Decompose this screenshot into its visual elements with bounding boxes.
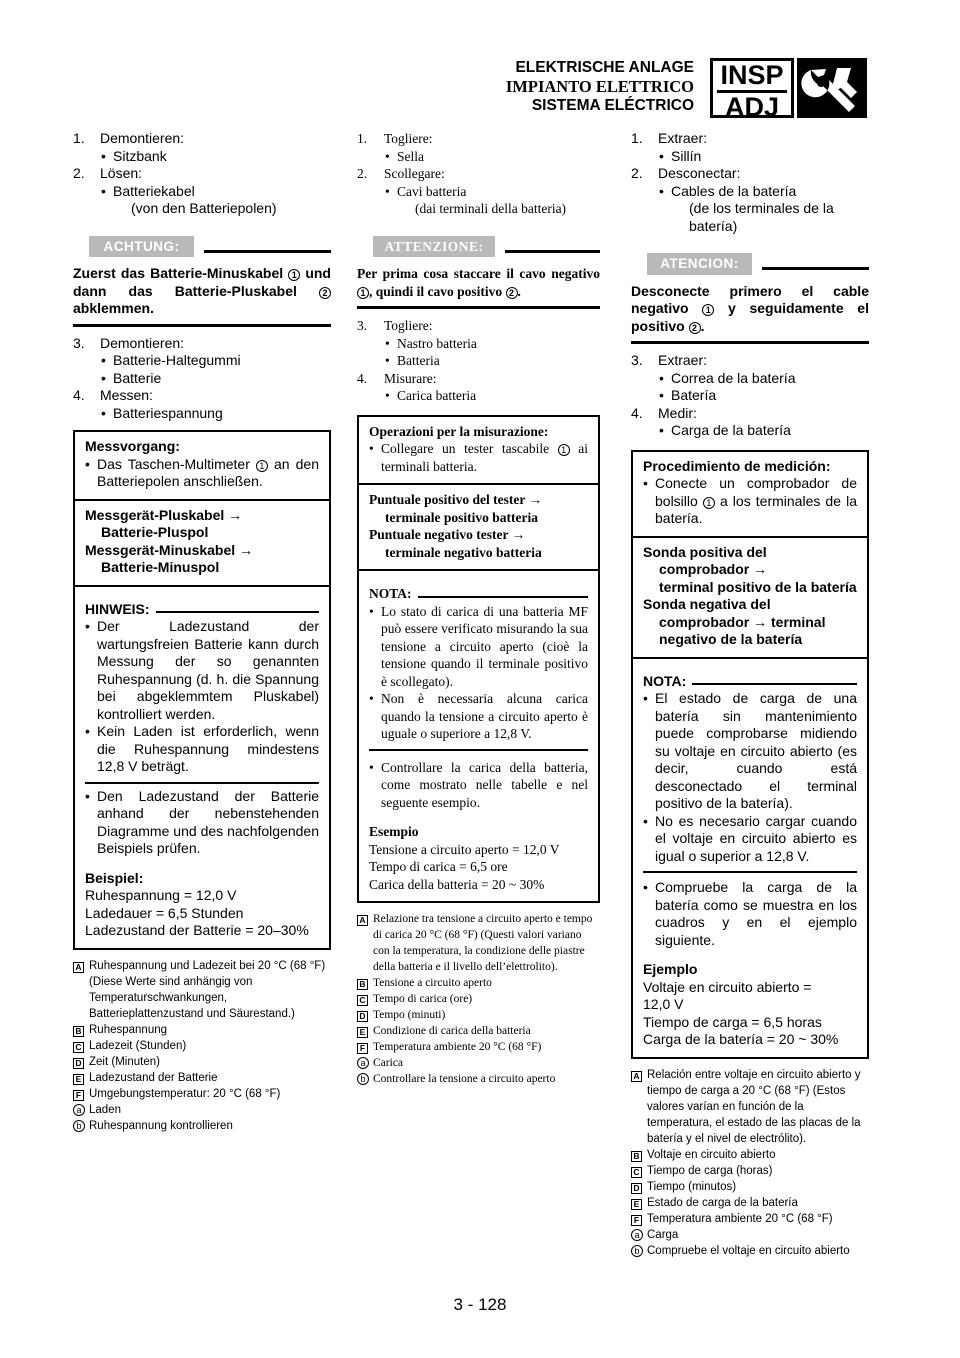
step-3-item: • Batterie <box>101 369 162 386</box>
step-4-item: • Batteriespannung <box>101 404 223 421</box>
note-block: NOTA: • El estado de carga de una batería sin mantenimiento puede comprobarse midiendo su voltaje en circuito abierto (es decir, cuando está desconectado el terminal positivo de la batería). • No es necesario cargar cuando el voltaje en circuito abierto es igual o superior a 12,8 V. • Compruebe la carga de la batería como se muestra en los cuadros y en el ejemplo siguiente. Ejemplo Voltaje en circuito abierto = 12,0 V Tiempo de carga = 6,5 horas Carga de la batería = 20 ~ 30% <box>643 672 857 1047</box>
wrench-tool-icon <box>797 58 867 118</box>
legend-marker: b <box>357 1073 369 1085</box>
step-2-subtext: (de los terminales de la batería) <box>689 200 834 234</box>
probe-connections: Sonda positiva del comprobador → terminal positivo de la batería Sonda negativa del comprobador → terminal negativo de la batería <box>633 538 867 659</box>
note-block: NOTA: • Lo stato di carica di una batteria MF può essere verificato misurando la sua tensione a circuito aperto (cioè la tensione quando il terminale positivo è scollegato). • Non è necessaria alcuna carica quando la tensione a circuito aperto è uguale o superiore a 12,8 V. • Controllare la carica della batteria, come mostrato nelle tabelle e nel seguente esempio. Esempio Tensione a circuito aperto = 12,0 V Tempo di carica = 6,5 ore Carica della batteria = 20 ~ 30% <box>369 586 588 892</box>
legend-item <box>73 1086 331 1102</box>
column-italian <box>357 130 600 1087</box>
probe-connections: Puntuale positivo del tester → terminale positivo batteria Puntuale negativo tester → terminale negativo batteria <box>359 485 598 571</box>
legend-marker: D <box>73 1058 84 1069</box>
legend-text: Ladezustand der Batterie <box>89 1071 218 1084</box>
legend-text: Relación entre voltaje en circuito abierto y tiempo de carga a 20 °C (68 °F) (Estos valores varían en función de la temperatura, el estado de las placas de la batería y el nivel de electrólito). <box>647 1068 861 1145</box>
legend-text: Zeit (Minuten) <box>89 1055 160 1068</box>
legend-item <box>357 1007 600 1023</box>
step-2-item: • Batteriekabel <box>101 182 195 199</box>
step-4: 4. Medir: <box>631 404 697 421</box>
caution-tag: ATENCION: <box>647 253 752 275</box>
legend-text: Compruebe el voltaje en circuito abierto <box>647 1244 850 1257</box>
section-title-it: IMPIANTO ELETTRICO <box>505 77 694 96</box>
step-1: 1. Togliere: <box>357 131 433 146</box>
step-2-item: • Cables de la batería <box>659 182 797 199</box>
caution-text: Per prima cosa staccare il cavo negativo 1 , quindi il cavo positivo 2 . <box>357 265 600 309</box>
legend-text: Ladezeit (Stunden) <box>89 1039 187 1052</box>
caution-block <box>73 236 331 327</box>
legend-marker: C <box>357 995 368 1006</box>
legend-list <box>357 911 600 1087</box>
legend-marker: D <box>357 1011 368 1022</box>
section-title-es: SISTEMA ELÉCTRICO <box>531 97 694 114</box>
note-block: HINWEIS: • Der Ladezustand der wartungsfreien Batterie kann durch Messung der so genannten Ruhespannung (d. h. die Spannung bei abgeklemmtem Pluskabel) kontrolliert werden. • Kein Laden ist erforderlich, wenn die Ruhespannung mindestens 12,8 V beträgt. • Den Ladezustand der Batterie anhand der nebenstehenden Diagramme und des nachfolgenden Beispiels prüfen. Beispiel: Ruhespannung = 12,0 V Ladedauer = 6,5 Stunden Ladezustand der Batterie = 20–30% <box>85 600 319 938</box>
legend-item <box>357 1055 600 1071</box>
step-3-item: • Batería <box>659 387 717 403</box>
legend-text: Ruhespannung <box>89 1023 168 1036</box>
legend-marker: C <box>631 1167 642 1178</box>
legend-item <box>631 1243 869 1259</box>
step-2: 2. Lösen: <box>73 165 143 181</box>
step-4-item: • Carga de la batería <box>659 422 791 438</box>
step-3: 3. Extraer: <box>631 352 708 368</box>
legend-text: Carica <box>373 1057 404 1069</box>
step-3: 3. Togliere: <box>357 318 433 333</box>
legend-marker: F <box>73 1090 84 1101</box>
legend-item <box>73 1054 331 1070</box>
legend-marker: E <box>73 1074 84 1085</box>
badge-top: INSP <box>720 60 784 90</box>
legend-item <box>631 1163 869 1179</box>
caution-text: Desconecte primero el cable negativo 1 y seguidamente el positivo 2 . <box>631 283 869 345</box>
legend-item <box>73 1022 331 1038</box>
legend-text: Carga <box>647 1228 679 1241</box>
legend-item <box>73 1118 331 1134</box>
legend-item <box>73 1038 331 1054</box>
note-tag: NOTA: <box>643 672 687 689</box>
legend-marker: A <box>357 915 368 926</box>
legend-item <box>357 911 600 975</box>
step-2-item: • Cavi batteria <box>385 183 467 199</box>
step-2-subtext: (dai terminali della batteria) <box>415 201 567 216</box>
legend-item <box>357 1039 600 1055</box>
legend-marker: a <box>631 1229 643 1241</box>
step-1: 1. Extraer: <box>631 130 708 146</box>
legend-text: Laden <box>89 1103 121 1116</box>
legend-marker: b <box>73 1120 85 1132</box>
legend-text: Tiempo (minutos) <box>647 1180 737 1193</box>
legend-text: Umgebungstemperatur: 20 °C (68 °F) <box>89 1087 281 1100</box>
legend-marker: F <box>357 1043 368 1054</box>
legend-text: Tensione a circuito aperto <box>373 977 492 989</box>
legend-text: Condizione di carica della batteria <box>373 1025 531 1037</box>
legend-text: Ruhespannung kontrollieren <box>89 1119 233 1132</box>
section-titles <box>506 58 694 115</box>
legend-text: Tempo di carica (ore) <box>373 993 473 1005</box>
step-2-subtext: (von den Batteriepolen) <box>131 200 277 216</box>
step-3-item: • Batteria <box>385 353 440 368</box>
step-3-item: • Correa de la batería <box>659 369 796 386</box>
legend-text: Estado de carga de la batería <box>647 1196 798 1209</box>
legend-text: Temperatura ambiente 20 °C (68 °F) <box>373 1041 542 1053</box>
note-tag: NOTA: <box>369 586 412 601</box>
legend-item <box>631 1067 869 1147</box>
step-1-item: • Sitzbank <box>101 147 167 164</box>
legend-text: Voltaje en circuito abierto <box>647 1148 776 1161</box>
legend-marker: b <box>631 1245 643 1257</box>
caution-tag: ATTENZIONE: <box>373 236 495 258</box>
example-title: Beispiel: <box>85 869 144 886</box>
measurement-box <box>73 430 331 950</box>
legend-item <box>357 1023 600 1039</box>
legend-item <box>357 1071 600 1087</box>
probe-connections: Messgerät-Pluskabel → Batterie-Pluspol Messgerät-Minuskabel → Batterie-Minuspol <box>75 501 329 587</box>
badge-bottom: ADJ <box>724 92 779 122</box>
legend-item <box>631 1179 869 1195</box>
example-title: Esempio <box>369 824 419 839</box>
column-german <box>73 130 331 1134</box>
page-number: 3 - 128 <box>453 1295 507 1314</box>
step-3-item: • Nastro batteria <box>385 335 477 351</box>
measurement-procedure: Messvorgang: • Das Taschen-Multimeter 1 an den Batteriepolen anschließen. <box>75 432 329 501</box>
legend-marker: B <box>357 979 368 990</box>
legend-list <box>73 958 331 1134</box>
measurement-procedure: Operazioni per la misurazione: • Collegare un tester tascabile 1 ai terminali batteria. <box>359 417 598 486</box>
legend-marker: A <box>631 1071 642 1082</box>
legend-marker: a <box>73 1104 85 1116</box>
caution-text: Zuerst das Batterie-Minuskabel 1 und dann das Batterie-Pluskabel 2 abklemmen. <box>73 265 331 327</box>
legend-list <box>631 1067 869 1259</box>
legend-item <box>73 1102 331 1118</box>
legend-text: Ruhespannung und Ladezeit bei 20 °C (68 °F) (Diese Werte sind anhängig von Temperaturschwankungen, Batterieplattenzustand und Säurestand.) <box>89 959 326 1020</box>
step-2: 2. Desconectar: <box>631 165 741 181</box>
section-title-de: ELEKTRISCHE ANLAGE <box>515 59 694 76</box>
legend-marker: E <box>357 1027 368 1038</box>
caution-block <box>631 253 869 344</box>
step-1: 1. Demontieren: <box>73 130 185 146</box>
step-3-item: • Batterie-Haltegummi <box>101 352 241 368</box>
legend-marker: F <box>631 1215 642 1226</box>
step-1-item: • Sella <box>385 148 424 164</box>
step-4: 4. Misurare: <box>357 370 437 386</box>
legend-marker: B <box>73 1026 84 1037</box>
legend-item <box>631 1211 869 1227</box>
legend-item <box>357 991 600 1007</box>
legend-marker: a <box>357 1057 369 1069</box>
example-title: Ejemplo <box>643 961 698 977</box>
insp-adj-badge <box>710 58 794 122</box>
measurement-box <box>357 415 600 904</box>
legend-marker: E <box>631 1199 642 1210</box>
legend-text: Controllare la tensione a circuito aperto <box>373 1073 556 1085</box>
step-2: 2. Scollegare: <box>357 166 445 181</box>
legend-marker: C <box>73 1042 84 1053</box>
legend-item <box>631 1147 869 1163</box>
caution-tag: ACHTUNG: <box>89 236 194 258</box>
legend-item <box>73 958 331 1022</box>
step-3: 3. Demontieren: <box>73 334 185 351</box>
legend-text: Tiempo de carga (horas) <box>647 1164 773 1177</box>
note-tag: HINWEIS: <box>85 600 150 617</box>
step-1-item: • Sillín <box>659 147 702 164</box>
legend-marker: B <box>631 1151 642 1162</box>
measurement-procedure: Procedimiento de medición: • Conecte un comprobador de bolsillo 1 a los terminales de la batería. <box>633 452 867 538</box>
legend-text: Temperatura ambiente 20 °C (68 °F) <box>647 1212 833 1225</box>
legend-item <box>631 1227 869 1243</box>
step-4-item: • Carica batteria <box>385 388 477 403</box>
column-spanish <box>631 130 869 1259</box>
measurement-box <box>631 450 869 1059</box>
legend-text: Tempo (minuti) <box>373 1009 446 1021</box>
legend-text: Relazione tra tensione a circuito aperto e tempo di carica 20 °C (68 °F) (Questi valori variano con la temperatura, la condizione delle piastre della batteria e il livello dell’elettrolito). <box>373 913 593 973</box>
legend-item <box>357 975 600 991</box>
step-4: 4. Messen: <box>73 387 153 403</box>
legend-marker: D <box>631 1183 642 1194</box>
legend-item <box>73 1070 331 1086</box>
legend-marker: A <box>73 962 84 973</box>
caution-block <box>357 236 600 310</box>
legend-item <box>631 1195 869 1211</box>
